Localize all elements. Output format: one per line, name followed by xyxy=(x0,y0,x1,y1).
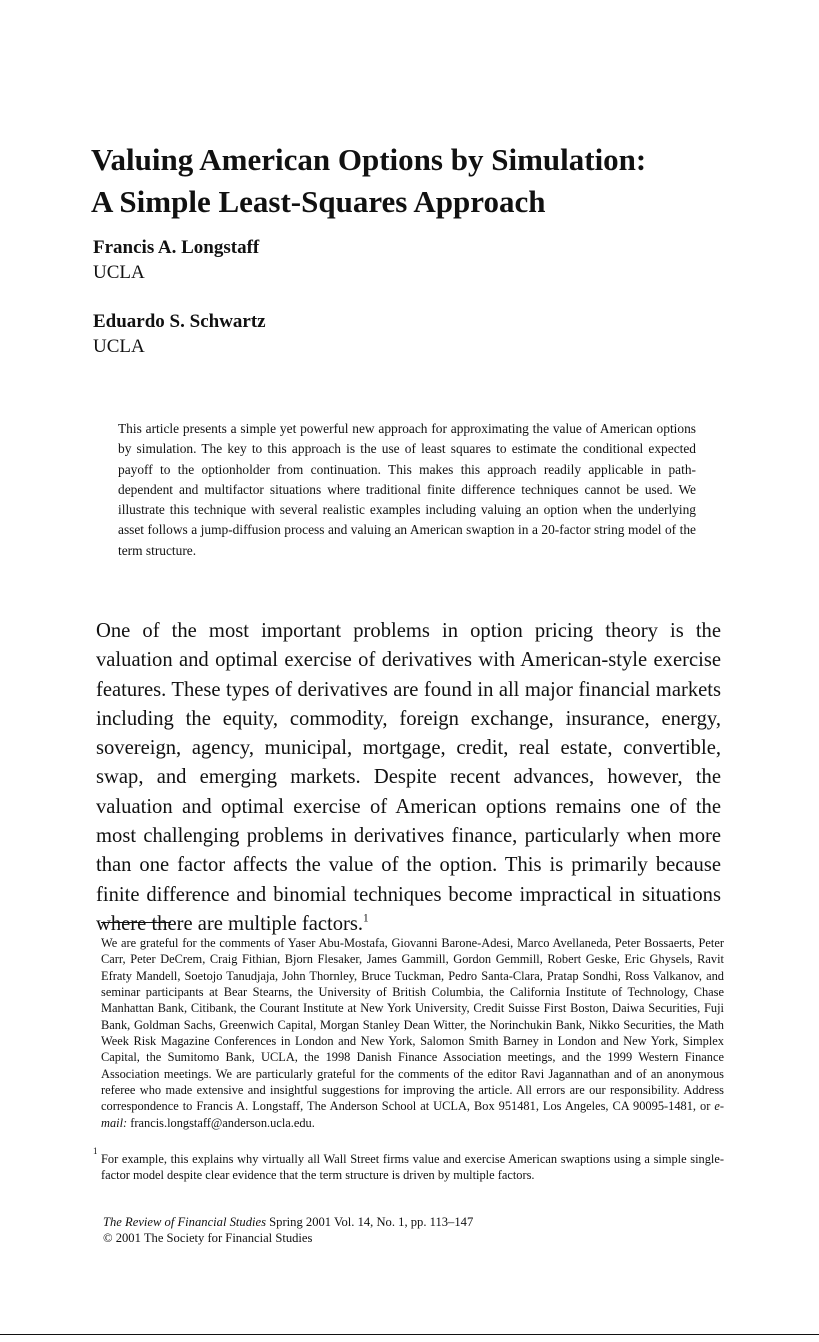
footnote-1: 1 For example, this explains why virtually all Wall Street firms value and exercise American swaptions using a simple single-factor model despite clear evidence that the term structure is driven by multiple factors. xyxy=(93,1146,724,1183)
footnote-ref-1: 1 xyxy=(363,912,369,925)
title-line-2: A Simple Least-Squares Approach xyxy=(91,184,546,219)
author-1-affiliation: UCLA xyxy=(93,262,145,283)
acknowledgment-footnote xyxy=(101,935,724,1131)
acknowledgment-text: We are grateful for the comments of Yaser Abu-Mostafa, Giovanni Barone-Adesi, Marco Avellaneda, Peter Bossaerts, Peter Carr, Peter DeCrem, Craig Fithian, Bjorn Flesaker, James Gammill, Gordon Gemmill, Robert Geske, Eric Ghysels, Ravit Efraty Mandell, Soetojo Tanudjaja, John Thornley, Bruce Tuckman, Pedro Santa-Clara, Pratap Sondhi, Ross Valkanov, and seminar participants at Bear Stearns, the University of British Columbia, the California Institute of Technology, Chase Manhattan Bank, Citibank, the Courant Institute at New York University, Credit Suisse First Boston, Daiwa Securities, Fuji Bank, Goldman Sachs, Greenwich Capital, Morgan Stanley Dean Witter, the Norinchukin Bank, Nikko Securities, the Math Week Risk Magazine Conferences in London and New York, Salomon Smith Barney in London and New York, Simplex Capital, the Sumitomo Bank, UCLA, the 1998 Danish Finance Association meetings, and the 1999 Western Finance Association meetings. We are particularly grateful for the comments of the editor Ravi Jagannathan and of an anonymous referee who made extensive and insightful suggestions for improving the article. All errors are our responsibility. Address correspondence to Francis A. Longstaff, The Anderson School at UCLA, Box 951481, Los Angeles, CA 90095-1481, or xyxy=(101,936,724,1114)
page-bottom-rule xyxy=(0,1334,819,1335)
author-2-name: Eduardo S. Schwartz xyxy=(93,311,266,332)
author-2-affiliation: UCLA xyxy=(93,336,145,357)
body-paragraph-text: One of the most important problems in option pricing theory is the valuation and optimal exercise of derivatives with American-style exercise features. These types of derivatives are found in all major financial markets including the equity, commodity, foreign exchange, insurance, energy, sovereign, agency, municipal, mortgage, credit, real estate, convertible, swap, and emerging markets. Despite recent advances, however, the valuation and optimal exercise of American options remains one of the most challenging problems in derivatives finance, particularly when more than one factor affects the value of the option. This is primarily because finite difference and binomial techniques become impractical in situations where there are multiple factors. xyxy=(96,620,721,935)
copyright-line: © 2001 The Society for Financial Studies xyxy=(103,1231,313,1245)
author-1-name: Francis A. Longstaff xyxy=(93,237,260,258)
email-label: e-mail: xyxy=(101,1099,724,1130)
footnote-1-text: For example, this explains why virtually all Wall Street firms value and exercise American swaptions using a simple single-factor model despite clear evidence that the term structure is driven by multiple factors. xyxy=(101,1152,724,1183)
email-end: . xyxy=(311,1115,315,1130)
journal-details: Spring 2001 Vol. 14, No. 1, pp. 113–147 xyxy=(269,1215,474,1229)
paper-title xyxy=(91,139,791,223)
footnote-rule xyxy=(101,922,171,923)
correspondence-email: francis.longstaff@anderson.ucla.edu xyxy=(130,1115,312,1130)
abstract: This article presents a simple yet powerful new approach for approximating the value of American options by simulation. The key to this approach is the use of least squares to estimate the conditional expected payoff to the optionholder from continuation. This makes this approach readily applicable in path-dependent and multifactor situations where traditional finite difference techniques cannot be used. We illustrate this technique with several realistic examples including valuing an option when the underlying asset follows a jump-diffusion process and valuing an American swaption in a 20-factor string model of the term structure. xyxy=(118,421,696,558)
title-line-1: Valuing American Options by Simulation: xyxy=(91,142,647,177)
body-paragraph xyxy=(96,617,721,939)
journal-name: The Review of Financial Studies xyxy=(103,1215,266,1229)
journal-citation xyxy=(103,1214,473,1230)
